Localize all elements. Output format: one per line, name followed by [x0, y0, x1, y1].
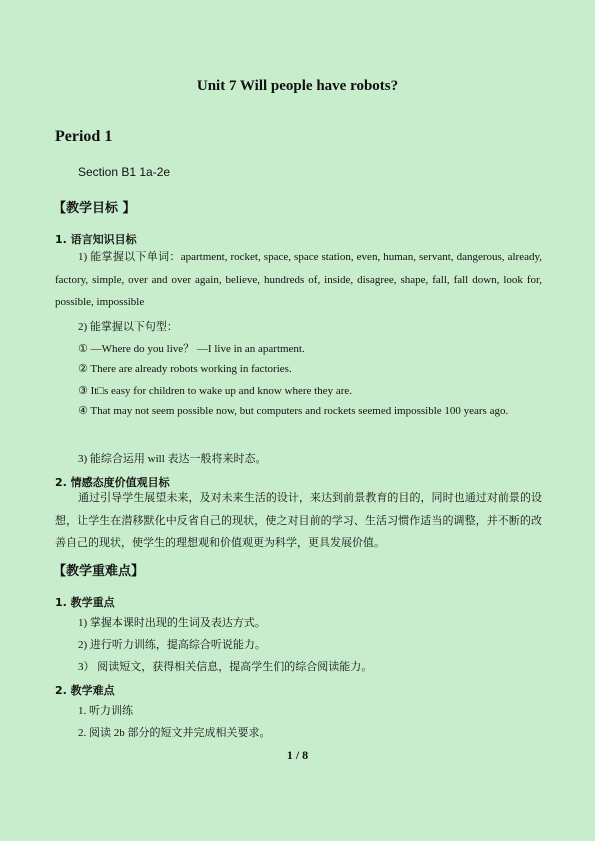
key-point-3: 3） 阅读短文，获得相关信息，提高学生们的综合阅读能力。: [78, 661, 373, 673]
key-difficult-points-heading: 【教学重难点】: [53, 564, 145, 579]
emotion-goals-paragraph: 通过引导学生展望未来，及对未来生活的设计，来达到前景教育的目的，同时也通过对前景的设想，让学生在潜移默化中反省自己的现状，使之对目前的学习、生活习惯作适当的调整，并不断的改善自己的现状，使学生的理想观和价值观更为科学，更具发展价值。: [55, 492, 542, 549]
document-title: Unit 7 Will people have robots?: [196, 78, 399, 94]
sentence-pattern-2: ② There are already robots working in factories.: [78, 363, 292, 375]
key-points-subheading: 1. 教学重点: [55, 596, 115, 609]
teaching-goals-heading: 【教学目标 】: [53, 201, 136, 216]
section-label: Section B1 1a-2e: [78, 165, 171, 179]
period-heading: Period 1: [55, 128, 113, 145]
sentence-pattern-1: ① —Where do you live？ —I live in an apartment.: [78, 343, 305, 355]
sentence-pattern-4: ④ That may not seem possible now, but computers and rockets seemed impossible 100 years ago.: [78, 405, 509, 417]
difficult-points-subheading: 2. 教学难点: [55, 684, 115, 697]
key-point-1: 1) 掌握本课时出现的生词及表达方式。: [78, 617, 266, 629]
language-goals-subheading: 1. 语言知识目标: [55, 233, 137, 246]
key-point-2: 2) 进行听力训练，提高综合听说能力。: [78, 639, 266, 651]
patterns-intro: 2) 能掌握以下句型：: [78, 321, 178, 333]
page-number: 1 / 8: [286, 748, 309, 762]
emotion-goals-subheading: 2. 情感态度价值观目标: [55, 476, 170, 489]
will-usage-item: 3) 能综合运用 will 表达一般将来时态。: [78, 453, 267, 465]
vocabulary-paragraph: 1) 能掌握以下单词：apartment, rocket, space, space station, even, human, servant, dangerous, already, factory, simple, over and over again, believe, hundreds of, inside, disagree, shape, fall, fall down, look for, possible, impossible: [55, 251, 542, 308]
difficult-point-2: 2. 阅读 2b 部分的短文并完成相关要求。: [78, 727, 271, 739]
sentence-pattern-3: ③ It□s easy for children to wake up and know where they are.: [78, 385, 352, 397]
difficult-point-1: 1. 听力训练: [78, 705, 133, 717]
